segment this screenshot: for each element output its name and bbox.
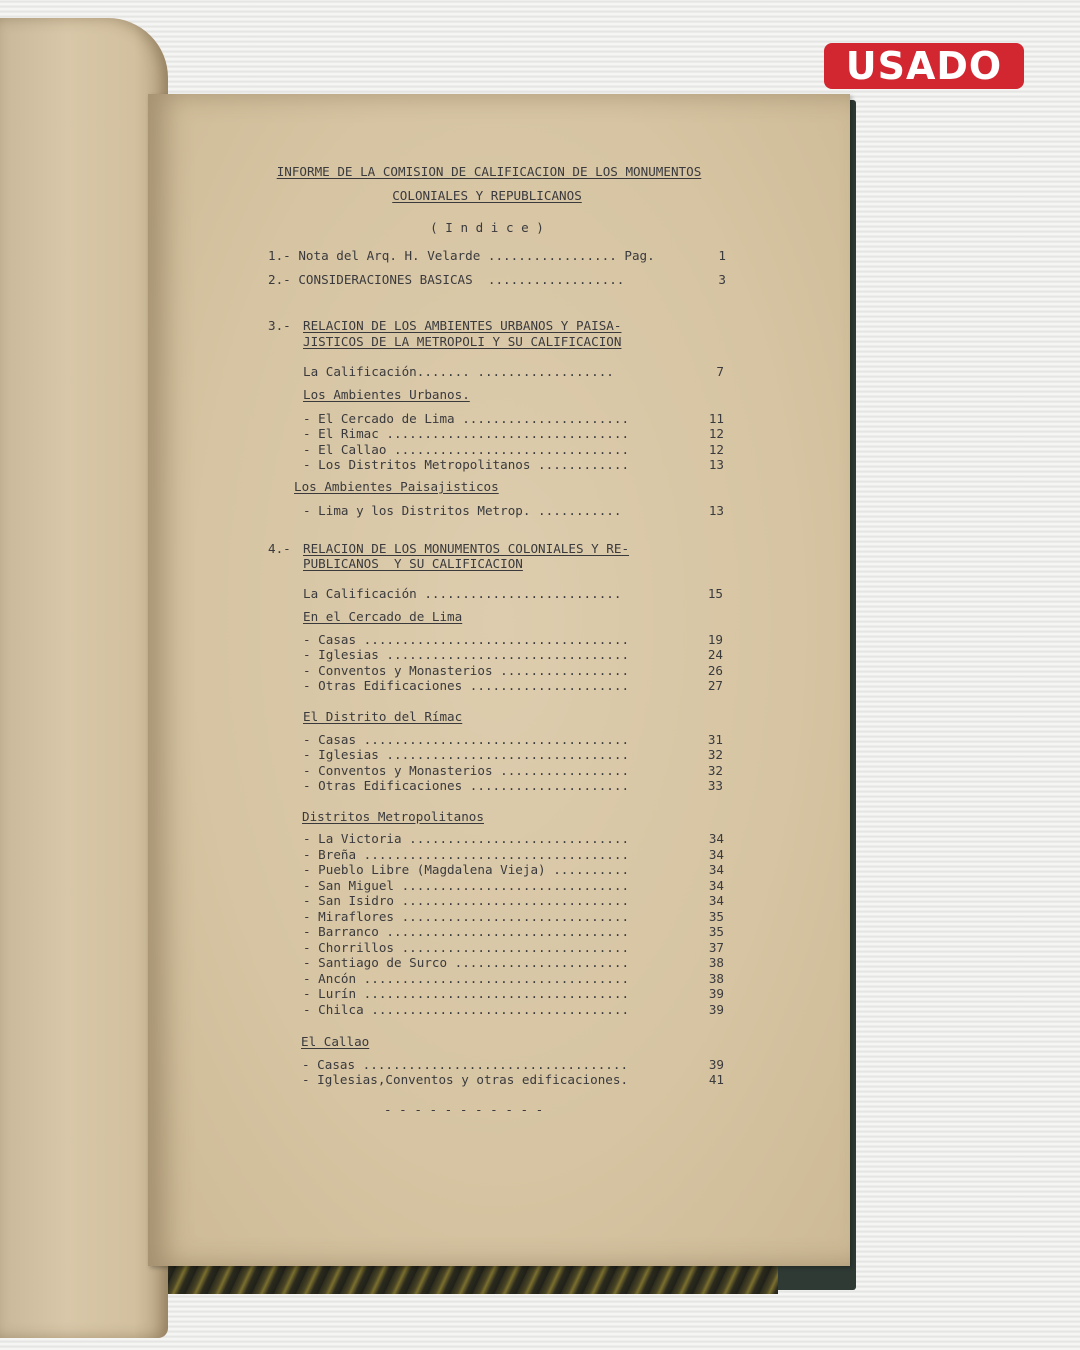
closing-dash-rule: - - - - - - - - - - - <box>384 1102 544 1117</box>
list-item-page-number: 32 <box>707 747 723 763</box>
list-item-page-number: 24 <box>707 647 723 663</box>
list-item-page-number: 26 <box>707 662 723 678</box>
list-item: - Santiago de Surco ....................... <box>303 955 630 970</box>
list-item: - Miraflores .............................. <box>303 908 630 924</box>
list-item-page-number: 12 <box>708 441 724 457</box>
list-item: - Ancón ................................... <box>303 970 630 986</box>
list-item: - La Victoria ............................. <box>303 831 630 846</box>
list-item: - El Callao ............................... <box>303 441 630 457</box>
list-item: - Casas ................................... <box>302 1057 629 1072</box>
used-condition-badge: USADO <box>824 43 1024 89</box>
list-item: - El Rimac ................................ <box>303 426 630 442</box>
list-item-page-number: 37 <box>708 939 724 955</box>
subheading-el-callao: El Callao <box>301 1034 370 1049</box>
list-item-page-number: 39 <box>708 1001 724 1017</box>
list-item-page-number: 33 <box>707 777 723 793</box>
subheading-ambientes-paisajisticos: Los Ambientes Paisajisticos <box>294 479 499 494</box>
list-item-page-number: 13 <box>708 456 724 472</box>
list-item-page-number: 34 <box>708 877 724 893</box>
list-item-page-number: 12 <box>708 426 724 442</box>
list-item-page-number: 34 <box>708 831 724 846</box>
list-item: - Iglesias,Conventos y otras edificaciones. <box>302 1072 629 1088</box>
list-item-page-number: 38 <box>708 970 724 986</box>
list-item: - Otras Edificaciones ..................... <box>303 777 630 793</box>
list-item: - El Cercado de Lima ...................... <box>303 411 630 426</box>
list-item-page-number: 38 <box>708 955 724 970</box>
list-item: - San Isidro .............................. <box>303 893 630 908</box>
entry-nota-page: 1 <box>718 248 726 263</box>
list-item-page-number: 34 <box>708 893 724 908</box>
entry-calificacion-monumentos-page: 15 <box>707 586 723 601</box>
entry-nota: 1.- Nota del Arq. H. Velarde ................. Pag. <box>268 248 655 263</box>
entry-consideraciones-page: 3 <box>718 272 726 287</box>
list-item-page-number: 13 <box>708 503 724 518</box>
entry-calificacion-monumentos: La Calificación .......................... <box>303 586 622 601</box>
list-item-page-number: 34 <box>708 846 724 862</box>
list-item: - Conventos y Monasterios ................. <box>303 662 630 678</box>
list-item: - San Miguel .............................. <box>303 877 630 893</box>
subheading-distritos-metropolitanos: Distritos Metropolitanos <box>302 809 484 824</box>
entry-calificacion-ambientes-page: 7 <box>716 364 724 379</box>
left-page <box>0 18 168 1338</box>
section-4-heading-line1: RELACION DE LOS MONUMENTOS COLONIALES Y RE- <box>303 541 630 556</box>
list-item-page-number: 39 <box>708 986 724 1001</box>
list-item: - Lima y los Distritos Metrop. ........... <box>303 503 622 518</box>
list-item: - Otras Edificaciones ..................... <box>303 677 630 693</box>
list-item: - Breña ................................... <box>303 846 630 862</box>
list-item-page-number: 35 <box>708 908 724 924</box>
list-item-page-number: 11 <box>708 411 724 426</box>
list-item: - Chilca .................................. <box>303 1001 630 1017</box>
section-4-number: 4.- <box>268 541 291 556</box>
list-item-page-number: 19 <box>707 632 723 647</box>
list-item: - Lurín ................................... <box>303 986 630 1001</box>
list-item-page-number: 39 <box>708 1057 724 1072</box>
section-3-heading-line1: RELACION DE LOS AMBIENTES URBANOS Y PAISA- <box>303 318 622 333</box>
list-item-page-number: 35 <box>708 924 724 939</box>
list-item: - Iglesias ................................ <box>303 647 630 663</box>
subheading-distrito-rimac: El Distrito del Rímac <box>303 709 463 724</box>
list-item-page-number: 31 <box>707 732 723 747</box>
section-3-number: 3.- <box>268 318 291 333</box>
list-item: - Conventos y Monasterios ................. <box>303 762 630 778</box>
list-item-page-number: 41 <box>708 1072 724 1088</box>
entry-consideraciones: 2.- CONSIDERACIONES BASICAS .................. <box>268 272 625 287</box>
list-item: - Barranco ................................ <box>303 924 630 939</box>
document-title-line1: INFORME DE LA COMISION DE CALIFICACION DE LOS MONUMENTOS <box>276 164 702 179</box>
list-item-page-number: 27 <box>707 677 723 693</box>
list-item: - Iglesias ................................ <box>303 747 630 763</box>
list-item: - Chorrillos .............................. <box>303 939 630 955</box>
index-label: ( I n d i c e ) <box>430 220 544 235</box>
document-title-line2: COLONIALES Y REPUBLICANOS <box>392 188 582 203</box>
list-item: - Los Distritos Metropolitanos ............ <box>303 456 630 472</box>
list-item: - Casas ................................... <box>303 732 630 747</box>
list-item: - Casas ................................... <box>303 632 630 647</box>
entry-calificacion-ambientes: La Calificación....... .................. <box>303 364 614 379</box>
list-item-page-number: 34 <box>708 862 724 877</box>
index-page <box>148 94 850 1266</box>
section-4-heading-line2: PUBLICANOS Y SU CALIFICACION <box>303 556 523 571</box>
subheading-cercado-de-lima: En el Cercado de Lima <box>303 609 463 624</box>
list-item: - Pueblo Libre (Magdalena Vieja) .......... <box>303 862 630 877</box>
subheading-ambientes-urbanos: Los Ambientes Urbanos. <box>303 387 470 402</box>
list-item-page-number: 32 <box>707 762 723 778</box>
section-3-heading-line2: JISTICOS DE LA METROPOLI Y SU CALIFICACION <box>303 334 622 349</box>
